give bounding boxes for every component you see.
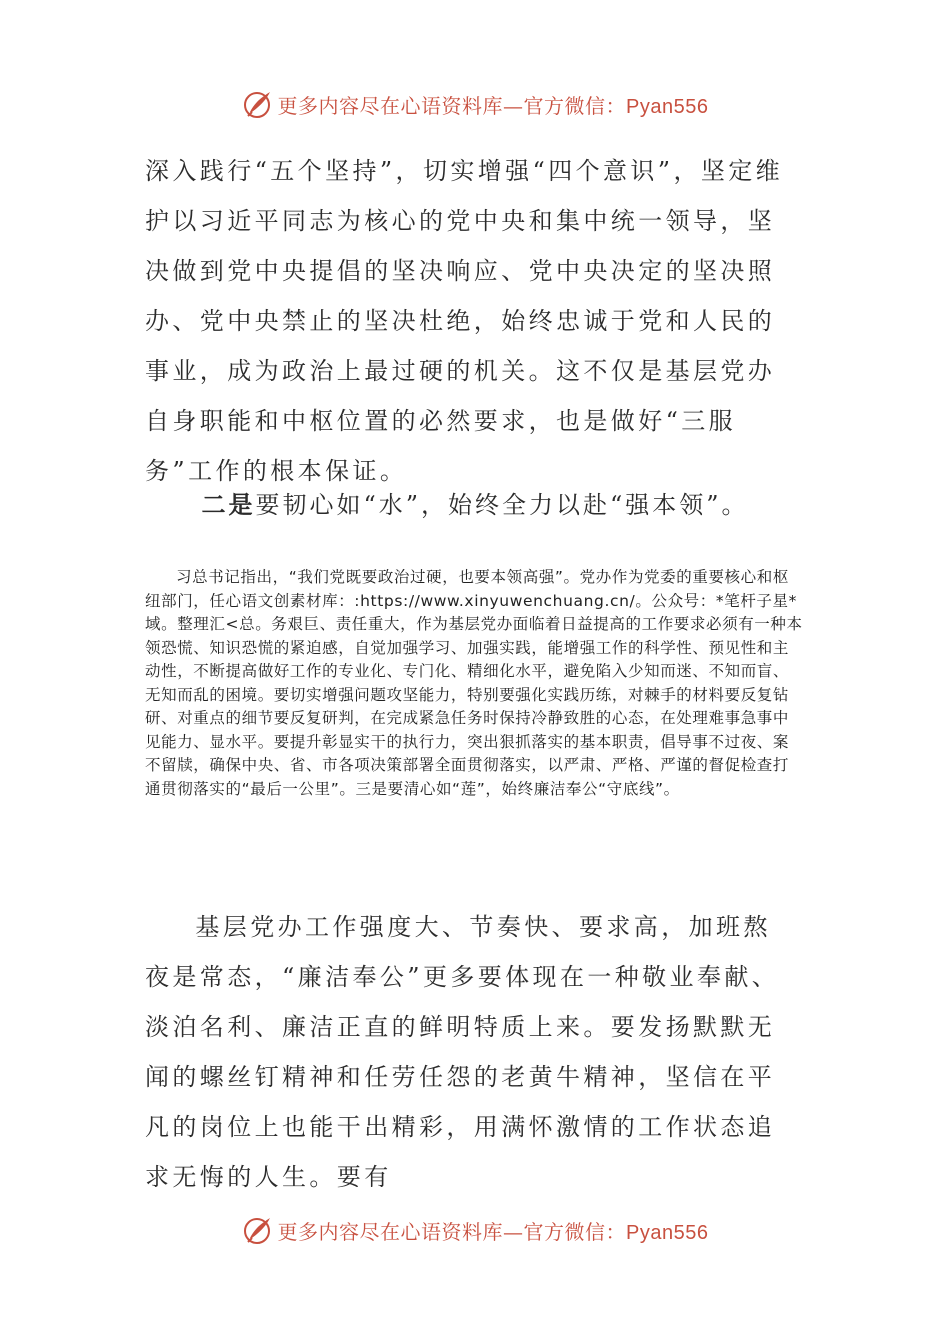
quill-pen-logo-icon: [242, 1214, 274, 1246]
watermark-code: Pyan556: [626, 95, 709, 118]
quill-pen-logo-icon: [242, 88, 274, 120]
heading-bold: 二是: [201, 490, 256, 519]
paragraph-1-text: 深入践行“五个坚持”，切实增强“四个意识”，坚定维护以习近平同志为核心的党中央和集中统一领导，坚决做到党中央提倡的坚决响应、党中央决定的坚决照办、党中央禁止的坚决杜绝，始终忠诚于党和人民的事业，成为政治上最过硬的机关。这不仅是基层党办自身职能和中枢位置的必然要求，也是做好“三服务”工作的根本保证。: [145, 157, 784, 485]
watermark-header: [0, 84, 950, 124]
paragraph-3-text: 基层党办工作强度大、节奏快、要求高，加班熬夜是常态，“廉洁奉公”更多要体现在一种敬业奉献、淡泊名利、廉洁正直的鲜明特质上来。要发扬默默无闻的螺丝钉精神和任劳任怨的老黄牛精神，坚信在平凡的岗位上也能干出精彩，用满怀激情的工作状态追求无悔的人生。要有: [145, 913, 780, 1191]
watermark-text: 更多内容尽在心语资料库—官方微信：Pyan556: [277, 1219, 709, 1244]
watermark-code: Pyan556: [626, 1221, 709, 1244]
watermark-text: 更多内容尽在心语资料库—官方微信：Pyan556: [277, 93, 709, 118]
paragraph-1: [145, 146, 795, 496]
watermark-footer: [0, 1210, 950, 1250]
heading-rest: 要韧心如“水”，始终全力以赴“强本领”。: [255, 491, 749, 519]
paragraph-3: [145, 902, 795, 1202]
paragraph-2: [145, 566, 805, 801]
paragraph-2-text: 习总书记指出，“我们党既要政治过硬，也要本领高强”。党办作为党委的重要核心和枢纽部门，任心语文创素材库：:https://www.xinyuwenchuang.cn/。公众号：*笔杆子星*域。整理汇<总。务艰巨、责任重大，作为基层党办面临着日益提高的工作要求必须有一种本领恐慌、知识恐慌的紧迫感，自觉加强学习、加强实践，能增强工作的科学性、预见性和主动性，不断提高做好工作的专业化、专门化、精细化水平，避免陷入少知而迷、不知而盲、无知而乱的困境。要切实增强问题攻坚能力，特别要强化实践历练，对棘手的材料要反复钻研、对重点的细节要反复研判，在完成紧急任务时保持冷静致胜的心态，在处理难事急事中见能力、显水平。要提升彰显实干的执行力，突出狠抓落实的基本职责，倡导事不过夜、案不留牍，确保中央、省、市各项决策部署全面贯彻落实，以严肃、严格、严谨的督促检查打通贯彻落实的“最后一公里”。三是要清心如“莲”，始终廉洁奉公“守底线”。: [145, 568, 803, 798]
section-heading: [0, 485, 950, 525]
